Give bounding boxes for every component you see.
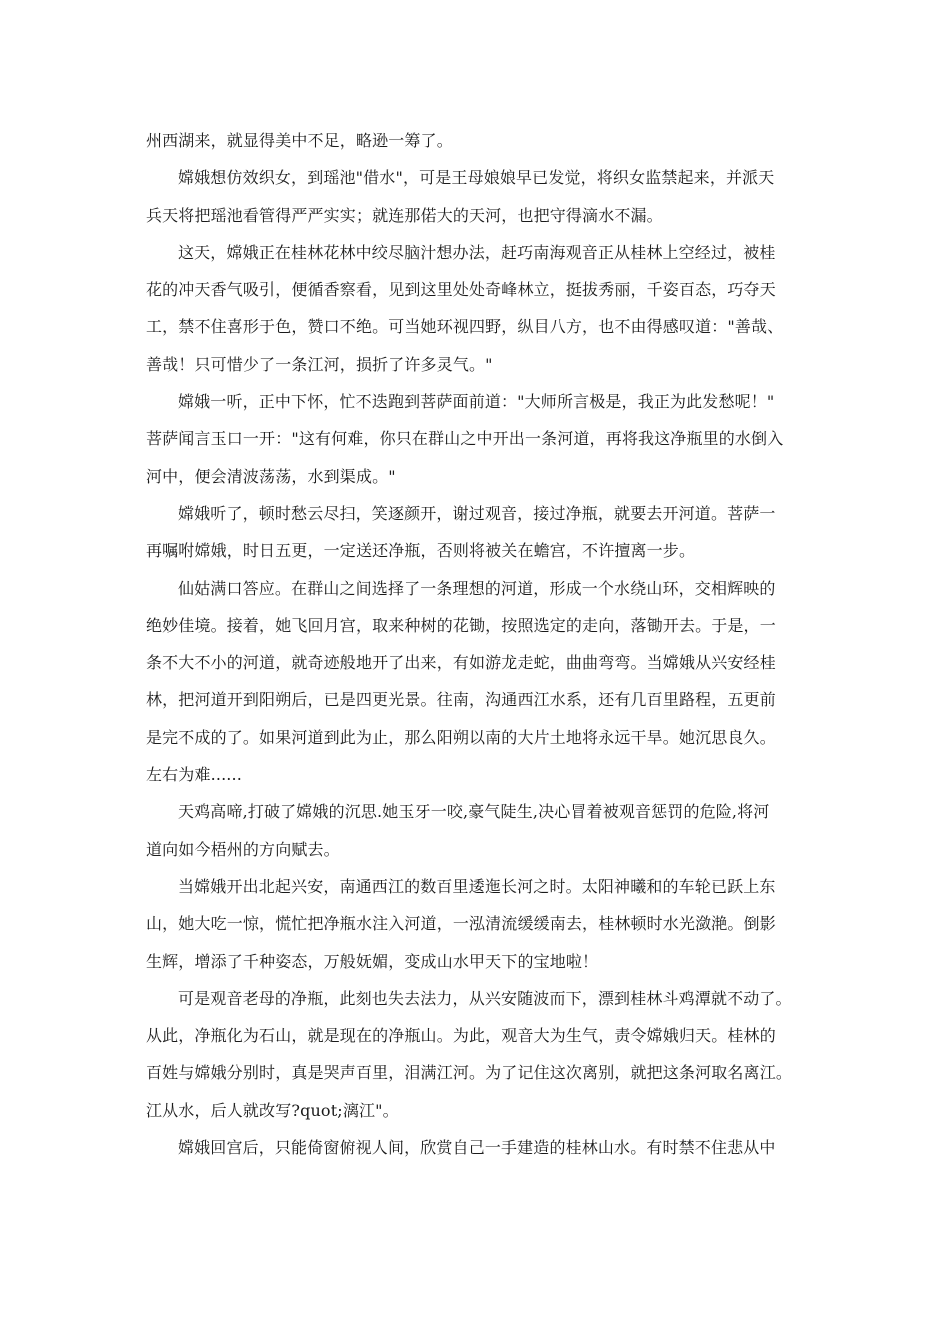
- text-line: 林，把河道开到阳朔后，已是四更光景。往南，沟通西江水系，还有几百里路程，五更前: [146, 690, 776, 710]
- text-line: 可是观音老母的净瓶，此刻也失去法力，从兴安随波而下，漂到桂林斗鸡潭就不动了。: [178, 988, 792, 1008]
- document-body: [146, 122, 812, 1166]
- text-line: 百姓与嫦娥分别时，真是哭声百里，泪满江河。为了记住这次离别，就把这条河取名离江。: [146, 1063, 793, 1083]
- text-line: 河中，便会清波荡荡，水到渠成。": [146, 466, 396, 486]
- text-line: 是完不成的了。如果河道到此为止，那么阳朔以南的大片土地将永远干旱。她沉思良久。: [146, 727, 776, 747]
- text-line: 当嫦娥开出北起兴安，南通西江的数百里逶迤长河之时。太阳神曦和的车轮已跃上东: [178, 876, 776, 896]
- text-line: 仙姑满口答应。在群山之间选择了一条理想的河道，形成一个水绕山环，交相辉映的: [178, 578, 776, 598]
- text-line: 这天，嫦娥正在桂林花林中绞尽脑汁想办法，赶巧南海观音正从桂林上空经过，被桂: [178, 242, 776, 262]
- text-line: 嫦娥想仿效织女，到瑶池"借水"，可是王母娘娘早已发觉，将织女监禁起来，并派天: [178, 168, 775, 188]
- text-line: 嫦娥听了，顿时愁云尽扫，笑逐颜开，谢过观音，接过净瓶，就要去开河道。菩萨一: [178, 503, 776, 523]
- text-line: 天鸡高啼,打破了嫦娥的沉思.她玉牙一咬,豪气陡生,决心冒着被观音惩罚的危险,将河: [178, 802, 770, 822]
- text-line: 条不大不小的河道，就奇迹般地开了出来，有如游龙走蛇，曲曲弯弯。当嫦娥从兴安经桂: [146, 653, 776, 673]
- text-line: 善哉！只可惜少了一条江河，损折了许多灵气。": [146, 354, 493, 374]
- text-line: 嫦娥一听，正中下怀，忙不迭跑到菩萨面前道："大师所言极是，我正为此发愁呢！": [178, 392, 775, 412]
- text-line: 山，她大吃一惊，慌忙把净瓶水注入河道，一泓清流缓缓南去，桂林顿时水光潋滟。倒影: [146, 914, 776, 934]
- text-line: 道向如今梧州的方向赋去。: [146, 839, 340, 859]
- text-line: 从此，净瓶化为石山，就是现在的净瓶山。为此，观音大为生气，责令嫦娥归天。桂林的: [146, 1026, 776, 1046]
- text-line: 左右为难......: [146, 765, 243, 785]
- text-line: 兵天将把瑶池看管得严严实实；就连那偌大的天河，也把守得滴水不漏。: [146, 205, 663, 225]
- text-line: 州西湖来，就显得美中不足，略逊一筹了。: [146, 131, 453, 150]
- document-page: [146, 122, 812, 1166]
- text-line: 嫦娥回宫后，只能倚窗俯视人间，欣赏自己一手建造的桂林山水。有时禁不住悲从中: [178, 1138, 776, 1158]
- text-line: 花的冲天香气吸引，便循香察看，见到这里处处奇峰林立，挺拔秀丽，千姿百态，巧夺天: [146, 280, 776, 300]
- text-line: 生辉，增添了千种姿态，万般妩媚，变成山水甲天下的宝地啦！: [146, 951, 599, 971]
- text-line: 再嘱咐嫦娥，时日五更，一定送还净瓶，否则将被关在蟾宫，不许擅离一步。: [146, 541, 696, 561]
- text-line: 工，禁不住喜形于色，赞口不绝。可当她环视四野，纵目八方，也不由得感叹道："善哉、: [146, 317, 784, 337]
- text-line: 绝妙佳境。接着，她飞回月宫，取来种树的花锄，按照选定的走向，落锄开去。于是，一: [146, 615, 776, 635]
- text-line: 菩萨闻言玉口一开："这有何难，你只在群山之中开出一条河道，再将我这净瓶里的水倒入: [146, 429, 784, 449]
- text-line: 江从水，后人就改写?quot;漓江"。: [146, 1100, 399, 1120]
